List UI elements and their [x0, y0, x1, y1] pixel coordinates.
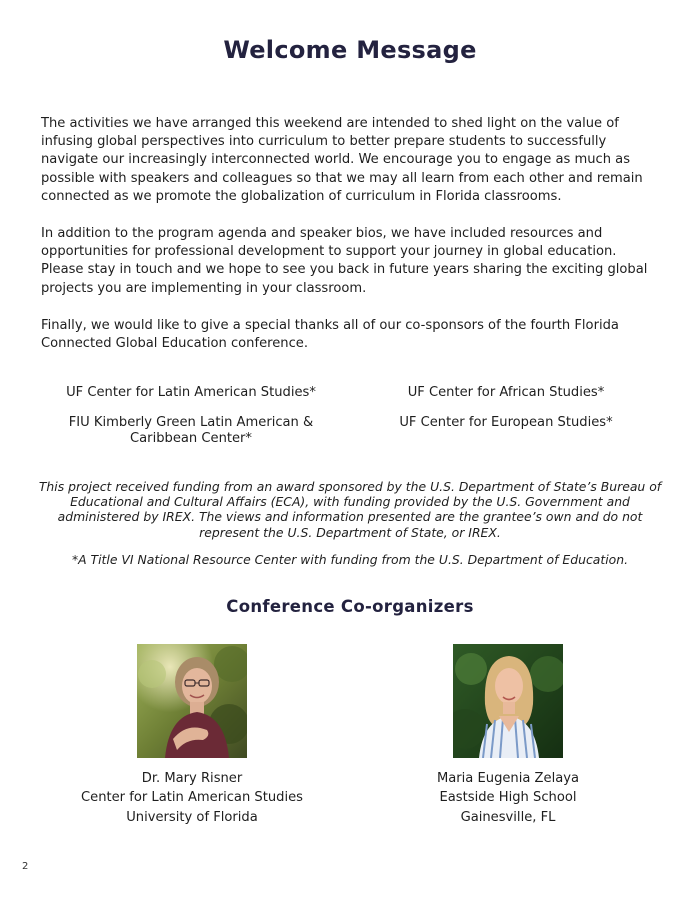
sponsor-uf-african: UF Center for African Studies* — [407, 385, 605, 400]
organizer-name: Dr. Mary Risner — [141, 771, 243, 786]
title-vi-note: *A Title VI National Resource Center with funding from the U.S. Department of Education. — [71, 552, 629, 567]
welcome-paragraph-3: Finally, we would like to give a special thanks all of our co-sponsors of the fourth Florida Connected Global Education conference. — [41, 318, 619, 352]
organizer-caption-2 — [358, 769, 658, 827]
sponsor-uf-latin-american: UF Center for Latin American Studies* — [66, 385, 316, 400]
organizer-affiliation: Eastside High School — [439, 790, 577, 806]
sponsor-uf-european: UF Center for European Studies* — [399, 415, 613, 430]
sponsor-fiu-kimberly-green: FIU Kimberly Green Latin American & Caribbean Center* — [68, 415, 314, 446]
organizers-heading: Conference Co-organizers — [226, 597, 474, 616]
organizer-location: Gainesville, FL — [460, 809, 556, 825]
organizer-name: Maria Eugenia Zelaya — [436, 771, 580, 786]
organizer-affiliation: Center for Latin American Studies — [81, 790, 303, 806]
organizer-location: University of Florida — [126, 809, 258, 825]
organizer-photo-mary-risner — [137, 644, 247, 758]
organizer-photo-maria-zelaya — [453, 644, 563, 758]
page-number: 2 — [22, 861, 29, 872]
funding-note: This project received funding from an award sponsored by the U.S. Department of State’s Bureau of Educational and Cultural Affairs (ECA), with funding provided by the U.S. Government and administered by IREX. The views and information presented are the grantee’s own and do not represent the U.S. Department of State, or IREX. — [38, 479, 662, 540]
welcome-paragraph-1: The activities we have arranged this weekend are intended to shed light on the value of infusing global perspectives into curriculum to better prepare students to successfully navigate our increasingly interconnected world. We encourage you to engage as much as possible with speakers and colleagues so that we may all learn from each other and remain connected as we promote the globalization of curriculum in Florida classrooms. — [41, 116, 643, 204]
page-title: Welcome Message — [223, 36, 477, 64]
organizer-caption-1 — [42, 769, 342, 827]
welcome-paragraph-2: In addition to the program agenda and speaker bios, we have included resources and opportunities for professional development to support your journey in global education. Please stay in touch and we hope to see you back in future years sharing the exciting global projects you are implementing in your classroom. — [41, 226, 648, 296]
